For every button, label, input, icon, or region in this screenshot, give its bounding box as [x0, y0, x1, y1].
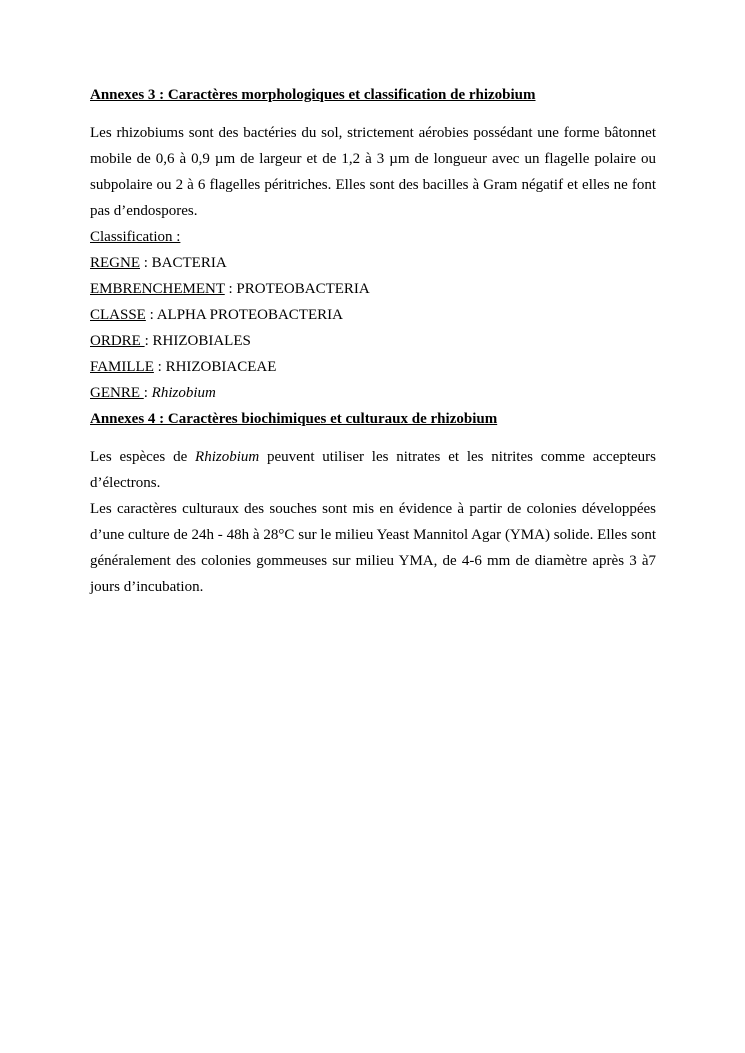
taxon-separator: :	[153, 359, 166, 375]
taxon-label: REGNE	[90, 255, 140, 271]
classification-row-famille	[90, 354, 656, 380]
taxon-value: RHIZOBIALES	[152, 333, 251, 349]
taxon-separator: :	[224, 281, 237, 297]
classification-row-regne	[90, 250, 656, 276]
taxon-label: ORDRE	[90, 333, 145, 349]
taxon-value: ALPHA PROTEOBACTERIA	[156, 307, 343, 323]
annex3-heading	[90, 82, 656, 108]
taxon-value: BACTERIA	[151, 255, 227, 271]
taxon-label: EMBRENCHEMENT	[90, 281, 225, 297]
classification-row-ordre	[90, 328, 656, 354]
paragraph-segment: Les espèces de	[90, 449, 196, 465]
paragraph-segment: peuvent utiliser les nitrates et les nitrites comme accepteurs d’électrons.	[90, 449, 657, 491]
taxon-separator: :	[145, 307, 157, 323]
annex4-heading-text: Annexes 4 : Caractères biochimiques et culturaux de rhizobium	[90, 411, 498, 427]
taxon-value: RHIZOBIACEAE	[165, 359, 277, 375]
taxon-label: GENRE	[90, 385, 144, 401]
classification-row-classe	[90, 302, 656, 328]
taxon-value: PROTEOBACTERIA	[236, 281, 370, 297]
annex4-paragraph-1	[90, 444, 656, 496]
taxon-label: CLASSE	[90, 307, 146, 323]
taxon-separator: :	[140, 255, 152, 271]
annex4-heading	[90, 406, 656, 432]
classification-title-text: Classification :	[90, 229, 181, 245]
genus-name-italic: Rhizobium	[195, 449, 260, 465]
taxon-separator: :	[144, 333, 153, 349]
annex4-paragraph-2: Les caractères culturaux des souches sont mis en évidence à partir de colonies développées d’une culture de 24h - 48h à 28°C sur le milieu Yeast Mannitol Agar (YMA) solide. Elles sont généralement des colonies gommeuses sur milieu YMA, de 4-6 mm de diamètre après 3 à7 jours d’incubation.	[90, 501, 656, 595]
taxon-separator: :	[143, 385, 152, 401]
classification-block	[90, 224, 656, 406]
classification-title	[90, 224, 656, 250]
taxon-label: FAMILLE	[90, 359, 154, 375]
annex3-heading-text: Annexes 3 : Caractères morphologiques et classification de rhizobium	[90, 87, 536, 103]
taxon-value-genus: Rhizobium	[151, 385, 216, 401]
classification-row-embrenchement	[90, 276, 656, 302]
classification-row-genre	[90, 380, 656, 406]
annex3-paragraph: Les rhizobiums sont des bactéries du sol, strictement aérobies possédant une forme bâtonnet mobile de 0,6 à 0,9 µm de largeur et de 1,2 à 3 µm de longueur avec un flagelle polaire ou subpolaire ou 2 à 6 flagelles péritriches. Elles sont des bacilles à Gram négatif et elles ne font pas d’endospores.	[90, 125, 656, 219]
